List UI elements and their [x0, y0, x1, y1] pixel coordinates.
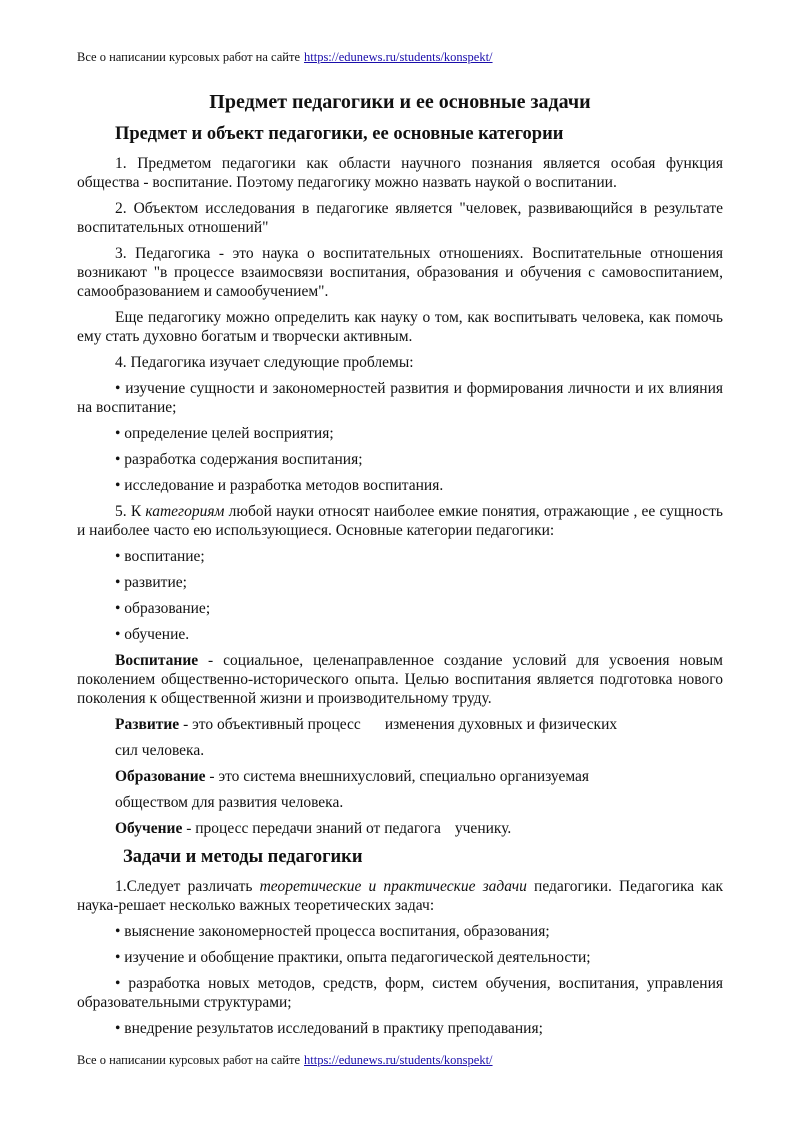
bullet-item: • обучение. — [115, 626, 190, 643]
bullet-item: • определение целей восприятия; — [115, 425, 334, 442]
definition-term: Воспитание — [115, 652, 199, 669]
footer-text: Все о написании курсовых работ на сайте — [77, 1053, 300, 1067]
document-title: Предмет педагогики и ее основные задачи — [209, 91, 591, 113]
italic-term: категориям — [145, 503, 225, 520]
document-body — [77, 90, 723, 1045]
footer-link[interactable]: https://edunews.ru/students/konspekt/ — [304, 1053, 493, 1067]
definition-paragraph — [77, 715, 723, 734]
paragraph: 1. Предметом педагогики как области научного познания является особая функция общества - воспитание. Поэтому педагогику можно назвать наукой о воспитании. — [77, 155, 723, 191]
page-footer — [77, 1052, 493, 1068]
bullet-item: • образование; — [115, 600, 211, 617]
bullet-item: • выяснение закономерностей процесса воспитания, образования; — [115, 923, 550, 940]
bullet-item: • разработка содержания воспитания; — [115, 451, 363, 468]
paragraph — [77, 877, 723, 915]
bullet-item: • исследование и разработка методов воспитания. — [115, 477, 444, 494]
bullet-item: • воспитание; — [115, 548, 205, 565]
definition-paragraph — [77, 767, 723, 786]
definition-term: Образование — [115, 768, 206, 785]
header-text: Все о написании курсовых работ на сайте — [77, 50, 300, 64]
bullet-item: • изучение и обобщение практики, опыта педагогической деятельности; — [115, 949, 591, 966]
bullet-item: • внедрение результатов исследований в практику преподавания; — [115, 1020, 543, 1037]
text-run: 5. К — [115, 503, 146, 520]
bullet-item: • развитие; — [115, 574, 187, 591]
definition-paragraph — [77, 819, 723, 838]
definition-term: Обучение — [115, 820, 183, 837]
paragraph: Еще педагогику можно определить как науку о том, как воспитывать человека, как помочь ему стать духовно богатым и творчески активным. — [77, 309, 723, 345]
header-link[interactable]: https://edunews.ru/students/konspekt/ — [304, 50, 493, 64]
bullet-item: • разработка новых методов, средств, форм, систем обучения, воспитания, управления образовательными структурами; — [77, 975, 723, 1011]
paragraph — [77, 502, 723, 540]
text-run: любой науки относят наиболее емкие понятия, отражающие , ее сущность и наиболее часто ею использующиеся. Основные категории педагогики: — [77, 503, 724, 539]
definition-text: - это объективный процесс — [179, 716, 361, 733]
paragraph: 4. Педагогика изучает следующие проблемы: — [115, 354, 414, 371]
page-header — [77, 49, 493, 65]
definition-text: - процесс передачи знаний от педагога — [182, 820, 441, 837]
definition-paragraph — [77, 651, 723, 708]
definition-text: изменения духовных и физических — [384, 716, 618, 733]
paragraph: 2. Объектом исследования в педагогике является "человек, развивающийся в результате воспитательных отношений" — [77, 200, 723, 236]
definition-term: Развитие — [115, 716, 180, 733]
italic-term: теоретические и практические задачи — [259, 878, 527, 895]
bullet-item: • изучение сущности и закономерностей развития и формирования личности и их влияния на воспитание; — [77, 380, 723, 416]
section2-heading: Задачи и методы педагогики — [123, 847, 363, 867]
text-run: педагогики. Педагогика как наука-решает несколько важных теоретических задач: — [77, 878, 724, 914]
definition-continuation: обществом для развития человека. — [115, 794, 344, 811]
definition-text: - это система внешнихусловий, специально организуемая — [205, 768, 590, 785]
paragraph: 3. Педагогика - это наука о воспитательных отношениях. Воспитательные отношения возникают "в процессе взаимосвязи воспитания, образования и обучения с самовоспитанием, самообразованием и самообучением". — [77, 245, 723, 300]
definition-text: - социальное, целенаправленное создание условий для усвоения новым поколением общественно-исторического опыта. Целью воспитания является подготовка нового поколения к общественной жизни и производительному труду. — [77, 652, 723, 707]
section1-heading: Предмет и объект педагогики, ее основные категории — [115, 124, 564, 144]
definition-text: ученику. — [454, 820, 512, 837]
text-run: 1.Следует различать — [115, 878, 260, 895]
definition-continuation: сил человека. — [115, 742, 205, 759]
